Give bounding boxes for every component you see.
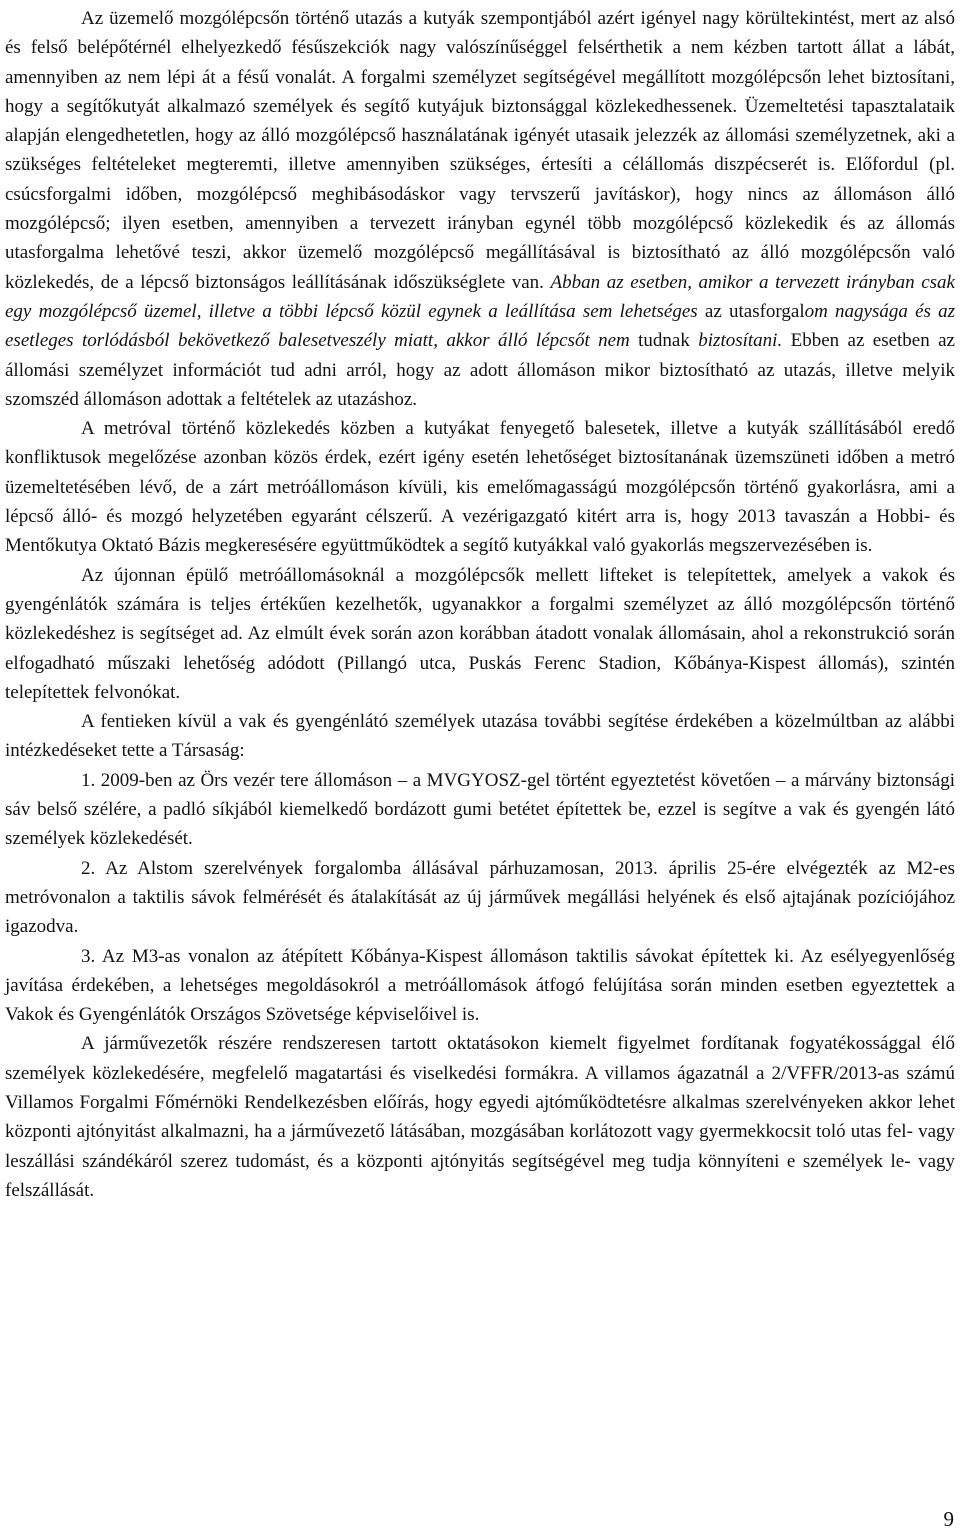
paragraph [5, 414, 955, 560]
document-page [5, 4, 955, 1205]
paragraph [5, 561, 955, 707]
paragraph [5, 1029, 955, 1205]
text-segment: 2. Az Alstom szerelvények forgalomba állásával párhuzamosan, 2013. április 25-ére elvégezték az M2-es metróvonalon a taktilis sávok felmérését és átalakítását az új járművek megállási helyének és első ajtajának pozíciójához igazodva. [5, 857, 955, 938]
text-segment: 3. Az M3-as vonalon az átépített Kőbánya-Kispest állomáson taktilis sávokat építettek ki. Az esélyegyenlőség javítása érdekében, a lehetséges megoldásokról a metróállomások átfogó felújítása során minden esetben egyeztettek a Vakok és Gyengénlátók Országos Szövetsége képviselőivel is. [5, 945, 955, 1026]
text-segment: 1. 2009-ben az Örs vezér tere állomáson – a MVGYOSZ-gel történt egyeztetést követően – a márvány biztonsági sáv belső szélére, a padló síkjából kiemelkedő bordázott gumi betétet építettek be, ezzel is segítve a vak és gyengén látó személyek közlekedését. [5, 769, 955, 850]
paragraph [5, 942, 955, 1030]
text-segment: A metróval történő közlekedés közben a kutyákat fenyegető balesetek, illetve a kutyák szállításából eredő konfliktusok megelőzése azonban közös érdek, ezért igény esetén lehetőséget biztosítanának üzemszüneti időben a metró üzemeltetésében lévő, de a zárt metróállomáson kívüli, kis emelőmagasságú mozgólépcsőn történő gyakorlásra, ami a lépcső álló- és mozgó helyzetében egyaránt célszerű. A vezérigazgató kitért arra is, hogy 2013 tavaszán a Hobbi- és Mentőkutya Oktató Bázis megkeresésére együttműködtek a segítő kutyákkal való gyakorlás megszervezésében is. [5, 418, 955, 557]
text-segment: A fentieken kívül a vak és gyengénlátó személyek utazása további segítése érdekében a közelmúltban az alábbi intézkedéseket tette a Társaság: [5, 711, 955, 762]
text-segment: A járművezetők részére rendszeresen tartott oktatásokon kiemelt figyelmet fordítanak fogyatékossággal élő személyek közlekedésére, megfelelő magatartási és viselkedési formákra. A villamos ágazatnál a 2/VFFR/2013-as számú Villamos Forgalmi Főmérnöki Rendelkezésben előírás, hogy egyedi ajtóműködtetésre alkalmas szerelvényeken akkor lehet központi ajtónyitást alkalmazni, ha a járművezető látásában, mozgásában korlátozott vagy gyermekkocsit toló utas fel- vagy leszállási szándékáról szerez tudomást, és a központi ajtónyitás segítségével meg tudja könnyíteni e személyek le- vagy felszállását. [5, 1033, 955, 1201]
text-segment: az utasforgal [704, 300, 805, 322]
text-segment: Az üzemelő mozgólépcsőn történő utazás a kutyák szempontjából azért igényel nagy körültekintést, mert az alsó és felső belépőtérnél elhelyezkedő fésűszekciók nagy valószínűséggel felsérthetik a nem kézben tartott állat a lábát, amennyiben az nem lépi át a fésű vonalát. A forgalmi személyzet segítségével megállított mozgólépcsőn lehet biztosítani, hogy a segítőkutyát alkalmazó személyek és segítő kutyájuk biztonsággal közlekedhessenek. Üzemeltetési tapasztalataik alapján elengedhetetlen, hogy az álló mozgólépcső használatának igényét utasaik jelezzék az állomási személyzetnek, aki a szükséges feltételeket megteremti, illetve amennyiben szükséges, értesíti a célállomás diszpécserét is. Előfordul (pl. csúcsforgalmi időben, mozgólépcső meghibásodáskor vagy tervszerű javításkor), hogy nincs az állomáson álló mozgólépcső; ilyen esetben, amennyiben a tervezett irányban egynél több mozgólépcső közlekedik és az állomás utasforgalma lehetővé teszi, akkor üzemelő mozgólépcső megállításával is biztosítható az álló mozgólépcsőn való közlekedés, de a lépcső biztonságos leállításának időszükséglete van. [5, 8, 955, 293]
text-segment: Az újonnan épülő metróállomásoknál a mozgólépcsők mellett lifteket is telepítettek, amelyek a vakok és gyengénlátók számára is teljes értékűen kezelhetők, ugyanakkor a forgalmi személyzet az álló mozgólépcsőn történő közlekedéshez is segítséget ad. Az elmúlt évek során azon korábban átadott vonalak állomásain, ahol a rekonstrukció során elfogadható műszaki lehetőség adódott (Pillangó utca, Puskás Ferenc Stadion, Kőbánya-Kispest állomás), szintén telepítettek felvonókat. [5, 564, 955, 703]
body-text [5, 4, 955, 1205]
italic-text-segment: om nagysága és az esetleges torlódásból bekövetkező balesetveszély miatt, akkor álló lépcsőt nem [5, 300, 955, 352]
italic-text-segment: Abban az esetben, amikor a tervezett irányban csak egy mozgólépcső üzemel, illetve a többi lépcső közül egynek a leállítása sem lehetséges [5, 271, 955, 322]
paragraph [5, 4, 955, 414]
italic-text-segment: biztosítani. [698, 330, 783, 352]
paragraph [5, 766, 955, 854]
text-segment: Ebben az esetben az állomási személyzet információt tud adni arról, hogy az adott állomáson mikor biztosítható az utazás, illetve melyik szomszéd állomáson adottak a feltételek az utazáshoz. [5, 330, 955, 410]
page-number: 9 [943, 1507, 954, 1531]
text-segment: tudnak [638, 330, 699, 352]
paragraph [5, 707, 955, 766]
paragraph [5, 854, 955, 942]
